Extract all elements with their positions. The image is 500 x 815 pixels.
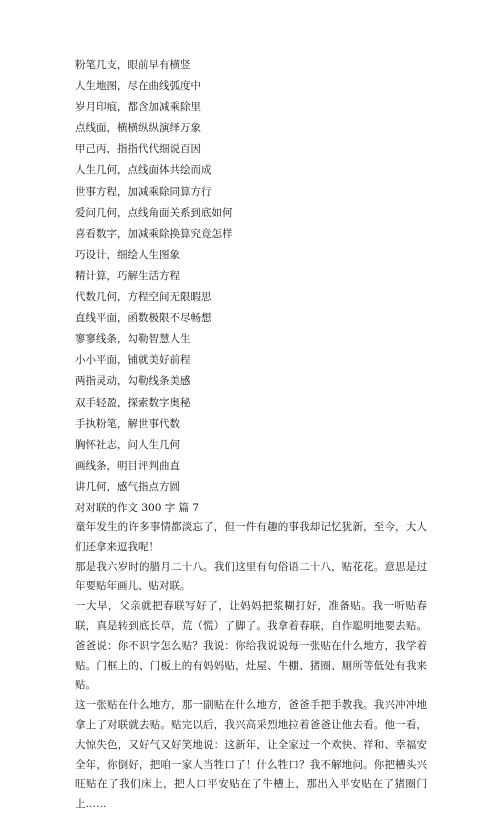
poem-line: 喜看数字，加减乘除换算究竟怎样 [75,227,233,240]
document-page [75,55,427,815]
paragraph: 一大早，父亲就把春联写好了，让妈妈把浆糊打好，准备贴。我一听贴春联，真是转到底长草，荒（慌）了脚了。我拿着春联，自作聪明地要去贴。爸爸说：你不识字怎么贴？我说：你给我说说每一张贴在什么地方，我学着贴。门框上的、门板上的有妈妈贴，灶屋、牛棚、猪圈、厕所等低处有我来贴。 [75,600,427,692]
poem-line: 粉笔几支，眼前早有横竖 [75,59,191,71]
poem-line: 手执粉笔，解世事代数 [75,417,180,430]
paragraph: 这一张贴在什么地方，那一副贴在什么地方，爸爸手把手教我。我兴冲冲地拿上了对联就去贴。贴完以后，我兴高采烈地拉着爸爸让他去看。他一看，大惊失色，又好气又好笑地说：这新年，让全家过一个欢快、祥和、幸福安全年，你倒好，把咱一家人当牲口了！什么牲口？我不解地问。你把槽头兴旺贴在了我们床上，把人口平安贴在了牛槽上，那出入平安贴在了猪圈门上…… [75,699,427,811]
poem-line: 双手轻盈，探索数字奥秘 [75,396,191,409]
paragraph: 那是我六岁时的腊月二十八。我们这里有句俗语二十八，贴花花。意思是过年要贴年画儿、贴对联。 [75,560,427,593]
poem-line: 寥寥线条，勾勒智慧人生 [75,333,191,346]
article-title: 对对联的作文 300 字 篇 7 [75,501,200,514]
poem-line: 巧设计，细绘人生图象 [75,248,180,261]
poem-line: 世事方程，加减乘除同算方行 [75,185,212,198]
poem-line: 甲己丙，指指代代细说百因 [75,143,201,156]
poem-line: 人生地图，尽在曲线弧度中 [75,80,201,93]
poem-line: 胸怀社志，问人生几何 [75,438,180,451]
poem-line: 直线平面，函数极限不尽畅想 [75,312,212,325]
poem-line: 代数几何，方程空间无限暇思 [75,291,212,304]
poem-line: 小小平面，铺就美好前程 [75,354,191,367]
poem-line: 两指灵动，勾勒线条美感 [75,375,191,388]
poem-line: 讲几何，感气指点方圆 [75,480,180,493]
paragraph: 童年发生的许多事情都淡忘了，但一件有趣的事我却记忆犹新，至今，大人们还拿来逗我呢！ [75,520,427,553]
poem-line: 爱问几何，点线角面关系到底如何 [75,206,233,219]
poem-line: 画线条，明目评判曲直 [75,459,180,472]
poem [75,55,427,498]
poem-line: 人生几何，点线面体共绘而成 [75,164,212,177]
poem-line: 精计算，巧解生活方程 [75,269,180,282]
poem-line: 岁月印痕，都含加减乘除里 [75,101,201,114]
poem-line: 点线面，横横纵纵演绎万象 [75,122,201,135]
